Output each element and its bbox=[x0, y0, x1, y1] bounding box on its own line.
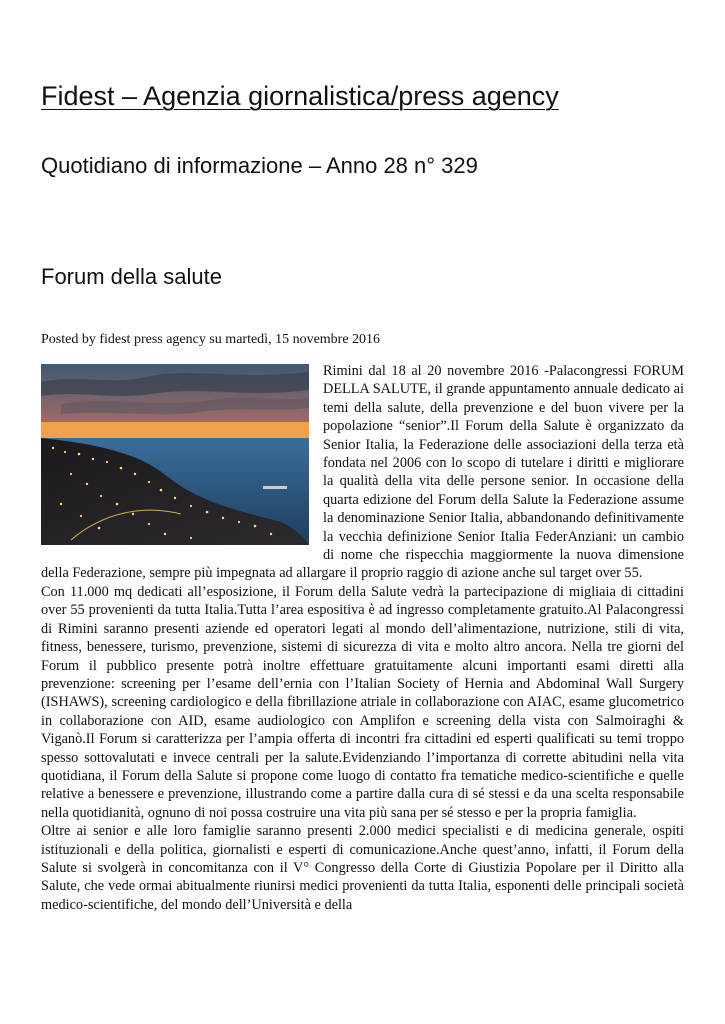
article-body bbox=[41, 362, 684, 914]
article-title: Forum della salute bbox=[41, 264, 222, 289]
article-photo bbox=[41, 364, 309, 545]
masthead-subtitle: Quotidiano di informazione – Anno 28 n° 329 bbox=[41, 153, 478, 178]
article-paragraph-1: Rimini dal 18 al 20 novembre 2016 -Palacongressi FORUM DELLA SALUTE, il grande appuntamento annuale dedicato ai temi della salute, della prevenzione e del buon vivere per la popolazione “senior”.Il Forum della Salute è organizzato da Senior Italia, la Federazione delle associazioni della terza età fondata nel 2006 con lo scopo di tutelare i diritti e migliorare la qualità della vita delle persone senior. In occasione della quarta edizione del Forum della Salute la Federazione assume la denominazione Senior Italia, abbandonando definitivamente la vecchia definizione Senior Italia FederAnziani: un cambio di nome che rispecchia maggiormente la nuova dimensione della Federazione, sempre più impegnata ad allargare il proprio raggio di azione anche sul target over 55. bbox=[41, 363, 684, 582]
masthead-title[interactable]: Fidest – Agenzia giornalistica/press agency bbox=[41, 81, 559, 111]
article-byline: Posted by fidest press agency su martedì, 15 novembre 2016 bbox=[41, 332, 381, 347]
article-paragraph-2: Con 11.000 mq dedicati all’esposizione, il Forum della Salute vedrà la partecipazione di migliaia di cittadini over 55 provenienti da tutta Italia.Tutta l’area espositiva è ad ingresso completamente gratuito.Al Palacongressi di Rimini saranno presenti aziende ed operatori legati al mondo dell’alimentazione, nutrizione, stili di vita, fitness, benessere, turismo, prevenzione, sistemi di sicurezza di vita e molto altro ancora. Nella tre giorni del Forum il pubblico presente potrà inoltre effettuare gratuitamente alcuni importanti esami diretti alla prevenzione: screening per l’esame dell’ernia con l’Italian Society of Hernia and Abdominal Wall Surgery (ISHAWS), screening cardiologico e della fibrillazione atriale in collaborazione con AIAC, esame glucometrico in collaborazione con AID, esame audiologico con Amplifon e screening della vista con Salmoiraghi & Viganò.Il Forum si caratterizza per l’ampia offerta di incontri fra cittadini ed esperti qualificati su temi troppo spesso sottovalutati e invece centrali per la salute.Evidenziando l’importanza di corrette abitudini nella vita quotidiana, il Forum della Salute si propone come luogo di contatto fra tematiche medico-scientifiche e quelle relative a benessere e prevenzione, illustrando come a partire dalla cura di sé stessi e da una scelta responsabile nella quotidianità, ognuno di noi possa costruire una vita più sana per sé stesso e per la propria famiglia. bbox=[41, 583, 684, 821]
article-paragraph-3: Oltre ai senior e alle loro famiglie saranno presenti 2.000 medici specialisti e di medicina generale, ospiti istituzionali e della politica, giornalisti e esperti di comunicazione.Anche quest’anno, infatti, il Forum della Salute si svolgerà in concomitanza con il V° Congresso della Corte di Giustizia Popolare per il Diritto alla Salute, che vede ormai abitualmente riunirsi medici provenienti da tutta Italia, esponenti delle principali società medico-scientifiche, del mondo dell’Università e della bbox=[41, 823, 684, 913]
